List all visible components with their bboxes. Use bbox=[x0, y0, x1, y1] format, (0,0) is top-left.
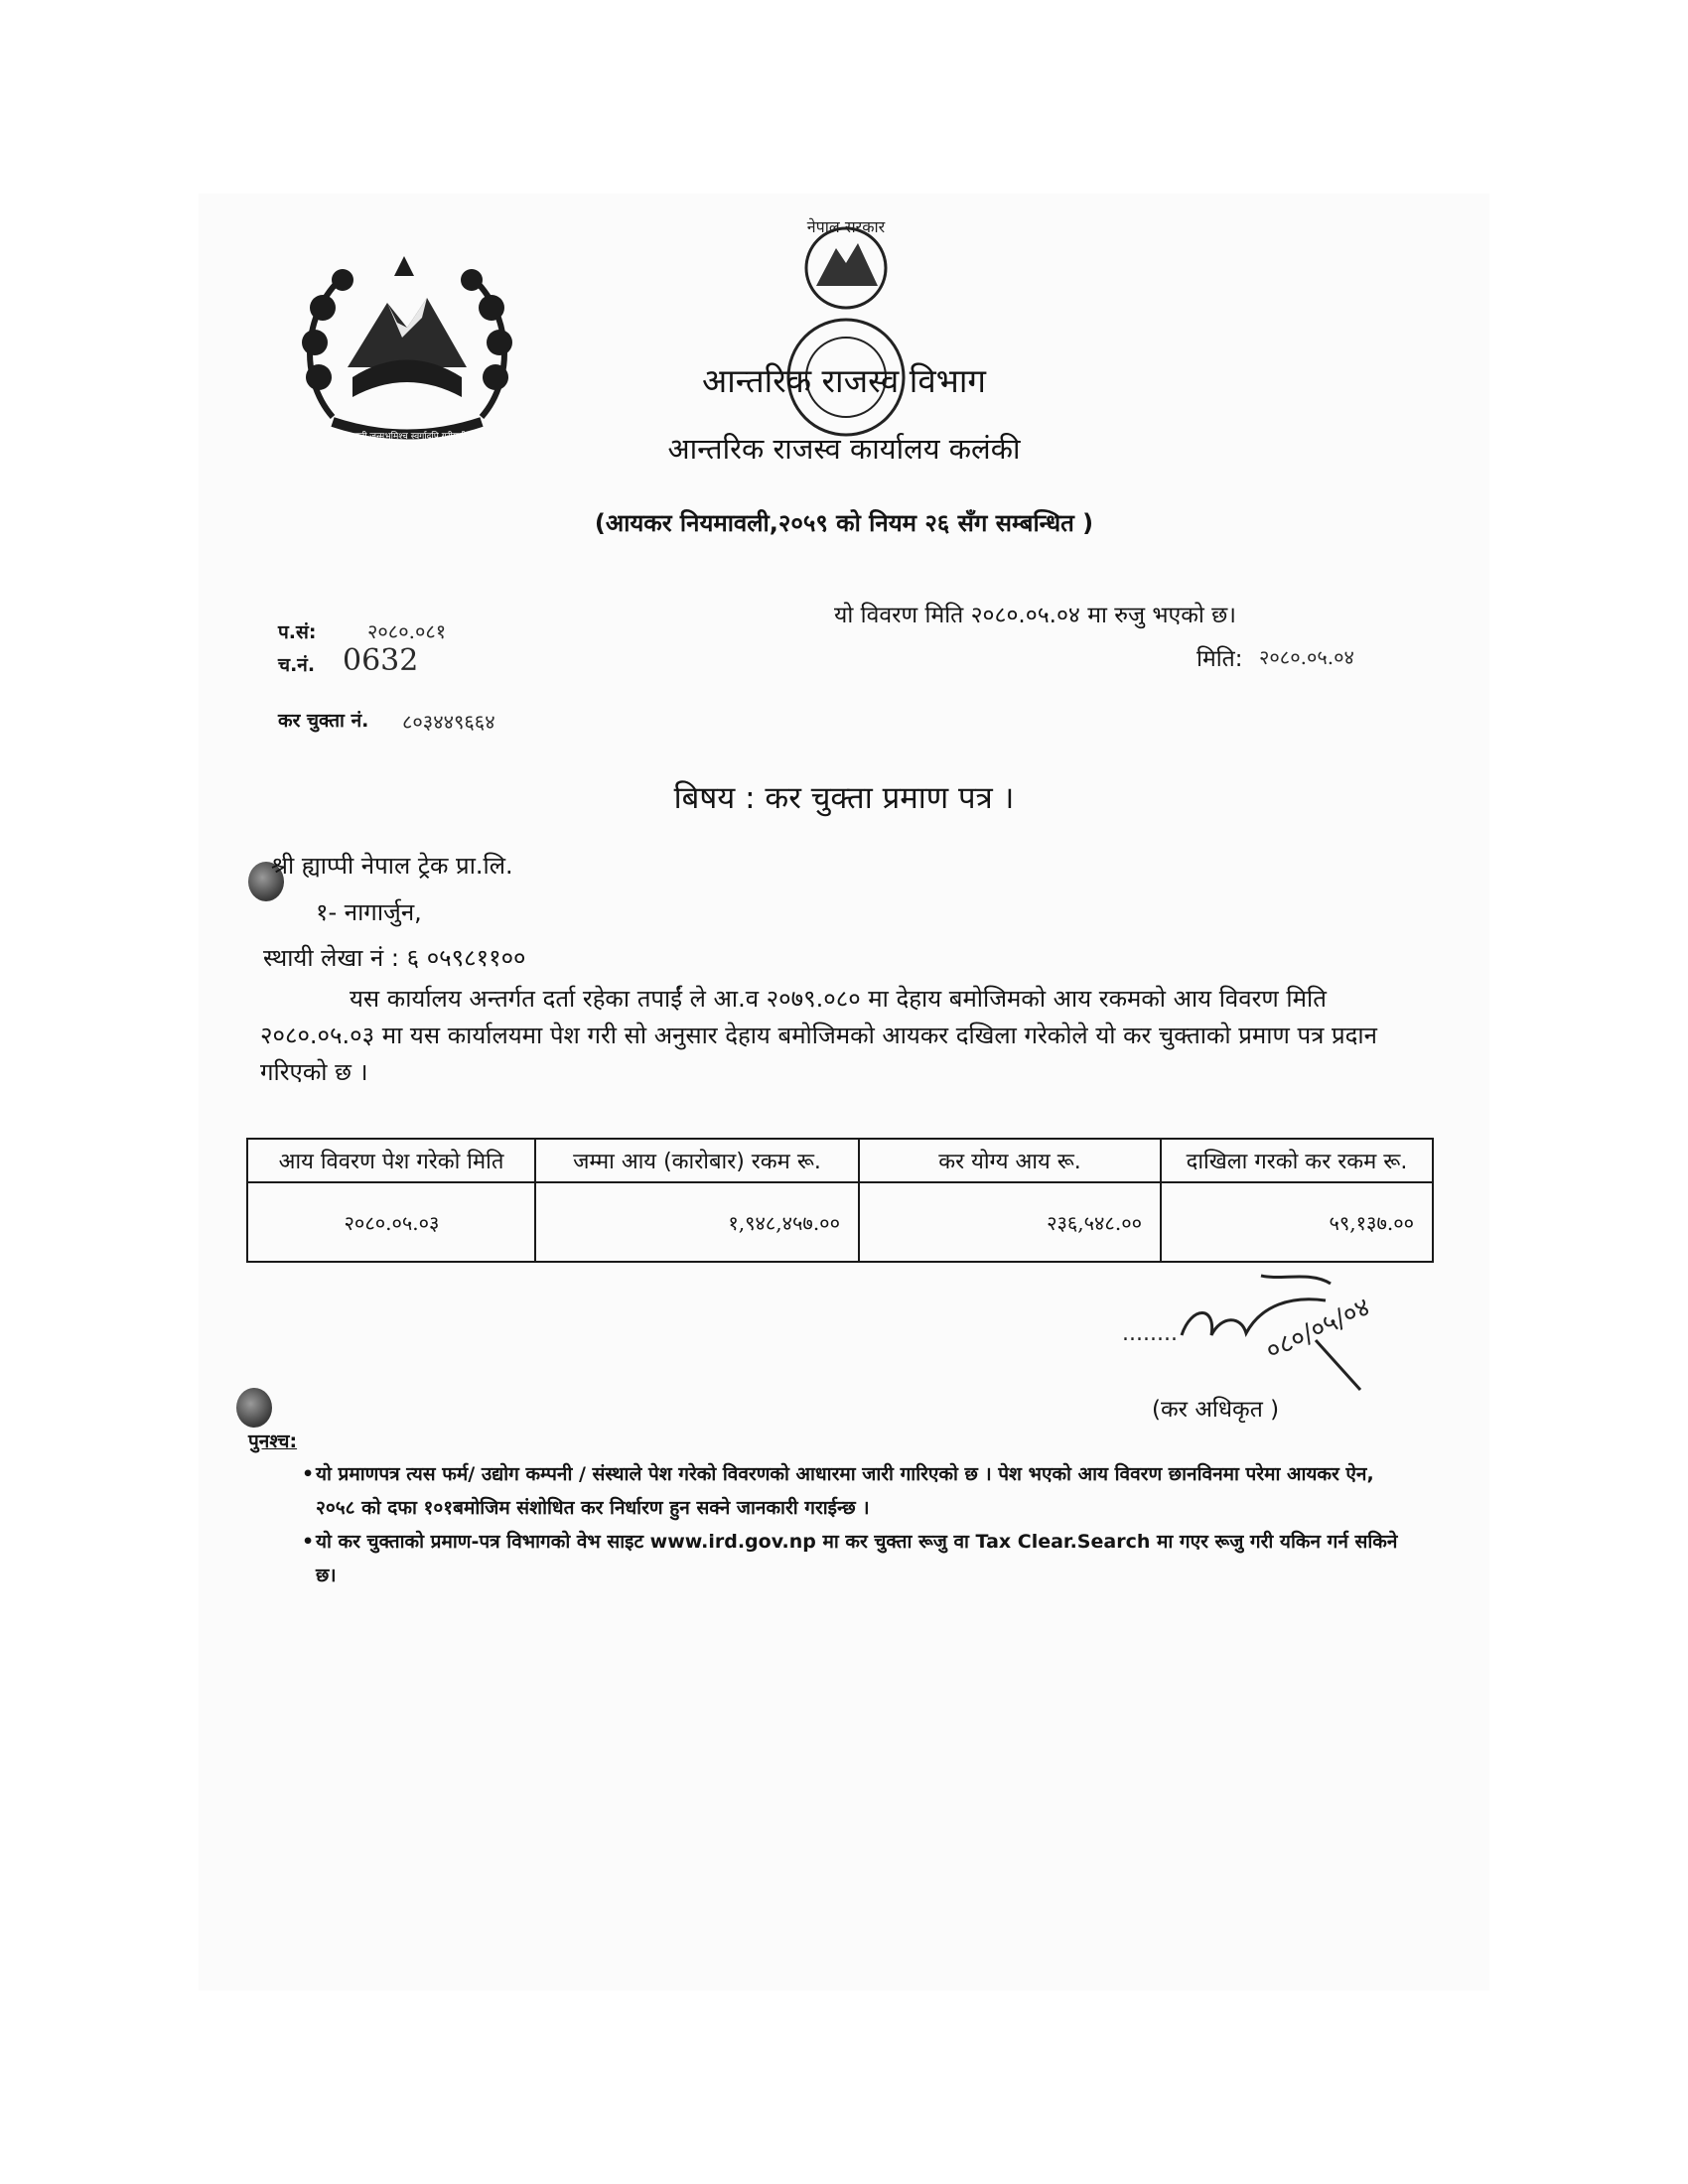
svg-text:........: ........ bbox=[1122, 1321, 1178, 1346]
table-header-row bbox=[247, 1139, 1433, 1182]
signature-date: ०८०/०५/०४ bbox=[1261, 1292, 1375, 1367]
col-header: कर योग्य आय रू. bbox=[859, 1139, 1161, 1182]
signatory-title: (कर अधिकृत ) bbox=[1152, 1397, 1280, 1423]
office-seal-icon bbox=[755, 208, 938, 447]
clearance-no-label: कर चुक्ता नं. bbox=[278, 710, 369, 732]
department-heading: आन्तरिक राजस्व विभाग bbox=[701, 361, 986, 400]
note-item bbox=[302, 1525, 1408, 1592]
col-header: आय विवरण पेश गरेको मिति bbox=[247, 1139, 535, 1182]
signature-icon bbox=[1122, 1266, 1420, 1395]
rule-reference: (आयकर नियमावली,२०५९ को नियम २६ सँग सम्बन्धित ) bbox=[594, 509, 1094, 537]
addressee-name: श्री ह्याप्पी नेपाल ट्रेक प्रा.लि. bbox=[271, 852, 513, 880]
table-cell: १,९४८,४५७.०० bbox=[535, 1182, 859, 1262]
cha-na-label: च.नं. bbox=[278, 654, 316, 676]
addressee-address: १- नागार्जुन, bbox=[316, 898, 422, 926]
note-item bbox=[302, 1457, 1408, 1525]
punch-hole-mark bbox=[236, 1388, 272, 1428]
registration-note: यो विवरण मिति २०८०.०५.०४ मा रुजु भएको छ। bbox=[834, 603, 1237, 628]
body-paragraph: यस कार्यालय अन्तर्गत दर्ता रहेका तपाईं ले आ.व २०७९.०८० मा देहाय बमोजिमको आय रकमको आय विवरण मिति २०८०.०५.०३ मा यस कार्यालयमा पेश गरी सो अनुसार देहाय बमोजिमको आयकर दखिला गरेकोले यो कर चुक्ताको प्रमाण पत्र प्रदान गरिएको छ । bbox=[260, 985, 1377, 1086]
bullet-icon: • bbox=[302, 1531, 315, 1553]
national-emblem-icon bbox=[293, 248, 521, 447]
emblem-motto: जननी जन्मभूमिश्च स्वर्गादपि गरीयसी bbox=[348, 432, 467, 442]
col-header: दाखिला गरको कर रकम रू. bbox=[1161, 1139, 1433, 1182]
cha-na-value: 0632 bbox=[343, 643, 419, 678]
pa-san-value: २०८०.०८१ bbox=[367, 619, 447, 643]
table-row bbox=[247, 1182, 1433, 1262]
note-text: यो कर चुक्ताको प्रमाण-पत्र विभागको वेभ साइट www.ird.gov.np मा कर चुक्ता रूजु वा Tax Clear.Search मा गएर रूजु गरी यकिन गर्न सकिने छ। bbox=[316, 1531, 1398, 1586]
col-header: जम्मा आय (कारोबार) रकम रू. bbox=[535, 1139, 859, 1182]
notes-heading: पुनश्च: bbox=[248, 1431, 298, 1452]
pa-san-label: प.सं: bbox=[278, 621, 317, 643]
table-cell: २०८०.०५.०३ bbox=[247, 1182, 535, 1262]
note-text: यो प्रमाणपत्र त्यस फर्म/ उद्योग कम्पनी / संस्थाले पेश गरेको विवरणको आधारमा जारी गारिएको छ । पेश भएको आय विवरण छानविनमा परेमा आयकर ऐन, २०५८ को दफा १०१बमोजिम संशोधित कर निर्धारण हुन सक्ने जानकारी गराईन्छ । bbox=[316, 1463, 1374, 1519]
date-label: मिति: bbox=[1196, 646, 1243, 672]
addressee-pan: स्थायी लेखा नं : ६ ०५९८११०० bbox=[263, 944, 526, 972]
bullet-icon: • bbox=[302, 1463, 315, 1485]
table-cell: २३६,५४८.०० bbox=[859, 1182, 1161, 1262]
clearance-no-value: ८०३४४९६६४ bbox=[402, 710, 495, 734]
stamp-text: नेपाल सरकार bbox=[806, 217, 886, 236]
date-value: २०८०.०५.०४ bbox=[1259, 645, 1354, 669]
table-cell: ५९,१३७.०० bbox=[1161, 1182, 1433, 1262]
tax-table bbox=[246, 1138, 1434, 1263]
subject-heading: बिषय : कर चुक्ता प्रमाण पत्र । bbox=[673, 780, 1015, 816]
office-heading: आन्तरिक राजस्व कार्यालय कलंकी bbox=[667, 432, 1021, 466]
